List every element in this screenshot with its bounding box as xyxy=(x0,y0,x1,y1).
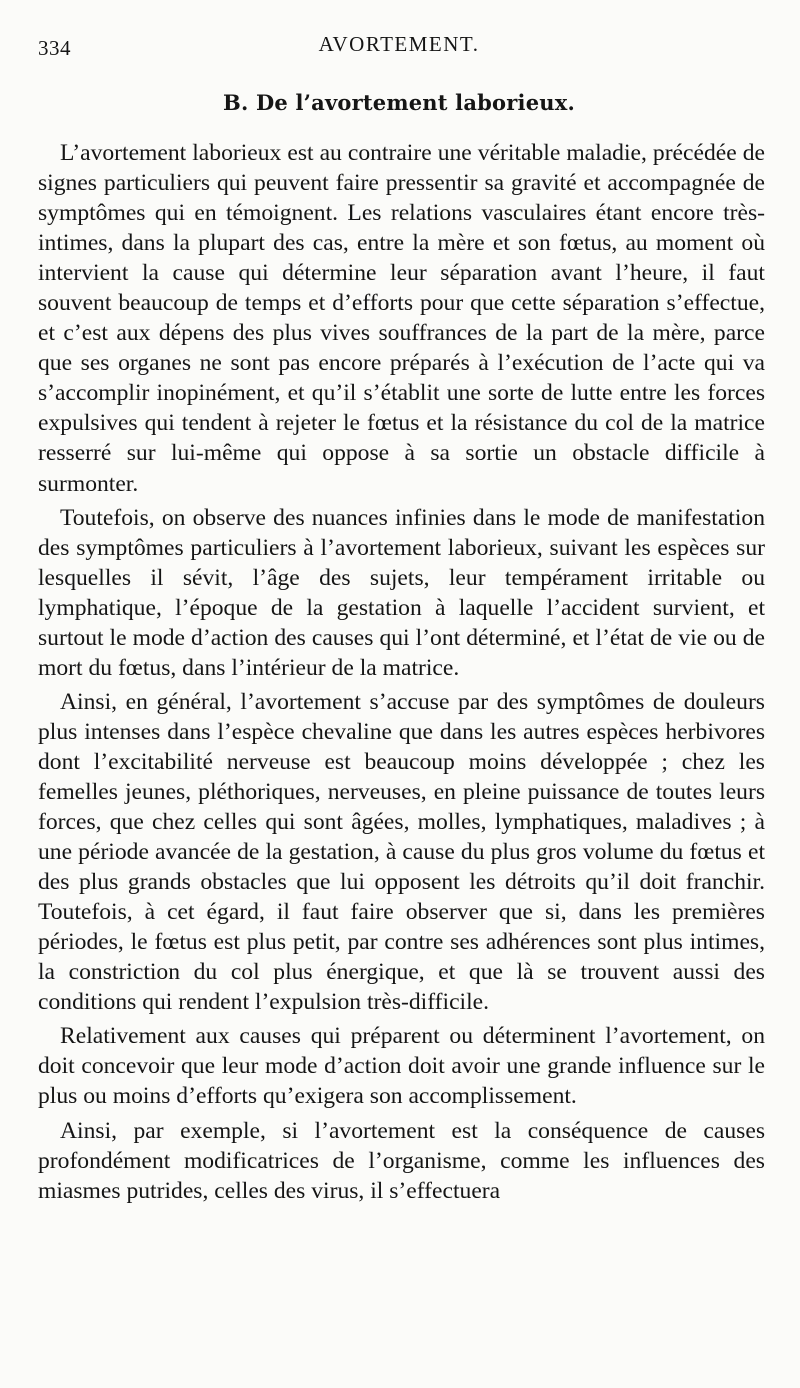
paragraph: Relativement aux causes qui préparent ou déterminent l’avortement, on doit concevoir que leur mode d’action doit avoir une grande influence sur le plus ou moins d’efforts qu’exigera son accomplissement. xyxy=(38,1023,765,1110)
body-text xyxy=(38,138,765,1210)
page-number: 334 xyxy=(38,36,71,60)
paragraph: L’avortement laborieux est au contraire une véritable maladie, précédée de signes particuliers qui peuvent faire pressentir sa gravité et accompagnée de symptômes qui en témoignent. Les relations vasculaires étant encore très-intimes, dans la plupart des cas, entre la mère et son fœtus, au moment où intervient la cause qui détermine leur séparation avant l’heure, il faut souvent beaucoup de temps et d’efforts pour que cette séparation s’effectue, et c’est aux dépens des plus vives souffrances de la part de la mère, parce que ses organes ne sont pas encore préparés à l’exécution de l’acte qui va s’accomplir inopinément, et qu’il s’établit une sorte de lutte entre les forces expulsives qui tendent à rejeter le fœtus et la résistance du col de la matrice resserré sur lui-même qui oppose à sa sortie un obstacle difficile à surmonter. xyxy=(38,140,765,497)
paragraph: Ainsi, en général, l’avortement s’accuse par des symptômes de douleurs plus intenses dans l’espèce chevaline que dans les autres espèces herbivores dont l’excitabilité nerveuse est beaucoup moins développée ; chez les femelles jeunes, pléthoriques, nerveuses, en pleine puissance de toutes leurs forces, que chez celles qui sont âgées, molles, lymphatiques, maladives ; à une période avancée de la gestation, à cause du plus gros volume du fœtus et des plus grands obstacles que lui opposent les détroits qu’il doit franchir. Toutefois, à cet égard, il faut faire observer que si, dans les premières périodes, le fœtus est plus petit, par contre ses adhérences sont plus intimes, la constriction du col plus énergique, et que là se trouvent aussi des conditions qui rendent l’expulsion très-difficile. xyxy=(38,688,765,1016)
page-header xyxy=(38,30,760,60)
running-title: AVORTEMENT. xyxy=(318,32,480,56)
section-heading: B. De l’avortement laborieux. xyxy=(223,90,575,115)
paragraph: Ainsi, par exemple, si l’avortement est la conséquence de causes profondément modificatrices de l’organisme, comme les influences des miasmes putrides, celles des virus, il s’effectuera xyxy=(38,1117,765,1204)
paragraph: Toutefois, on observe des nuances infinies dans le mode de manifestation des symptômes particuliers à l’avortement laborieux, suivant les espèces sur lesquelles il sévit, l’âge des sujets, leur tempérament irritable ou lymphatique, l’époque de la gestation à laquelle l’accident survient, et surtout le mode d’action des causes qui l’ont déterminé, et l’état de vie ou de mort du fœtus, dans l’intérieur de la matrice. xyxy=(38,504,765,681)
